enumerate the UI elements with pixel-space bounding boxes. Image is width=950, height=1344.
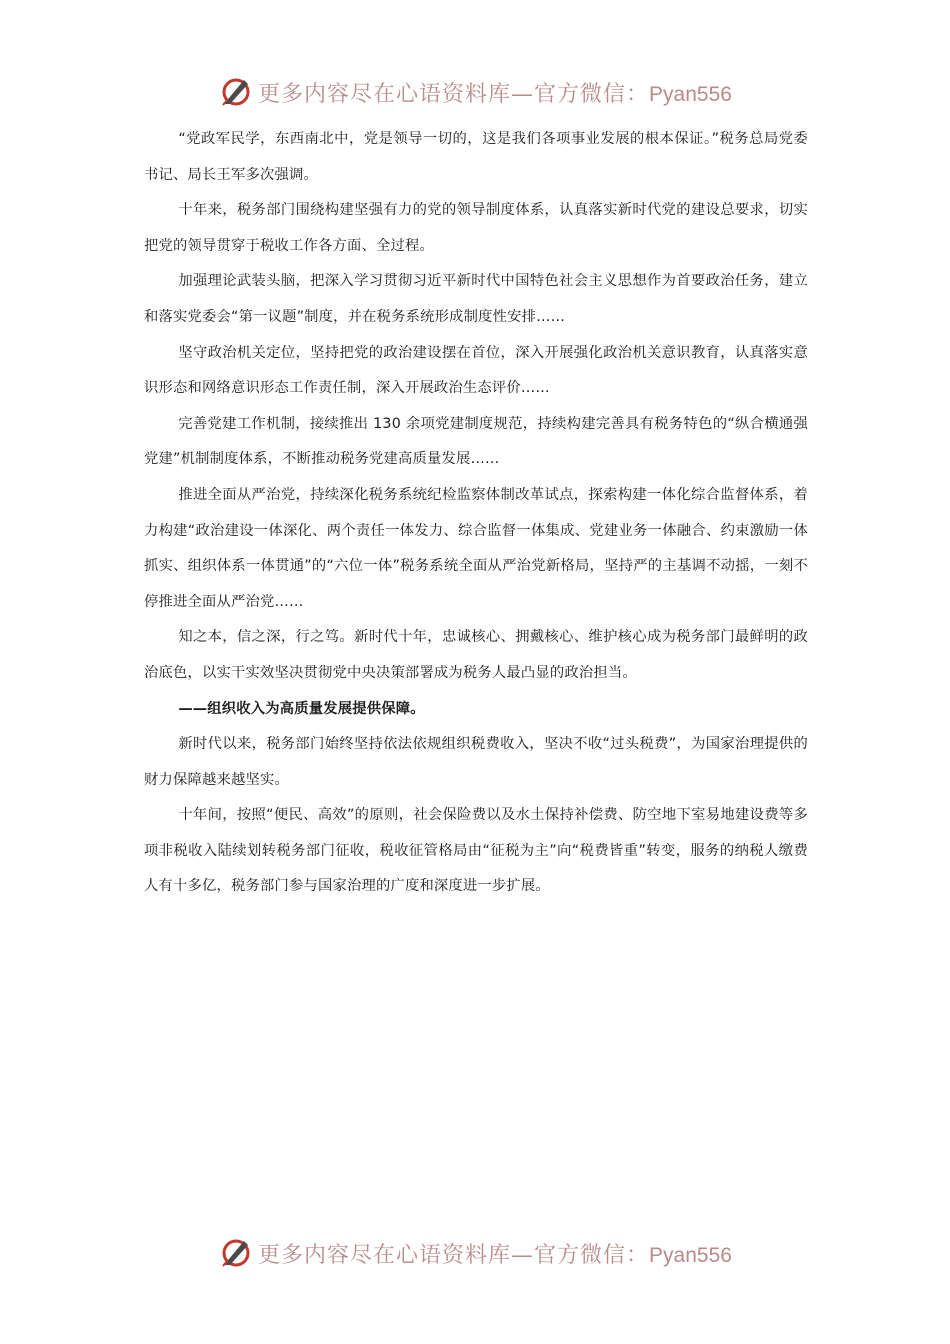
- footer-wechat-id: Pyan556: [649, 1243, 732, 1267]
- paragraph: 完善党建工作机制，接续推出 130 余项党建制度规范，持续构建完善具有税务特色的“纵合横通强党建”机制制度体系，不断推动税务党建高质量发展……: [144, 415, 808, 468]
- paragraph: 推进全面从严治党，持续深化税务系统纪检监察体制改革试点，探索构建一体化综合监督体系，着力构建“政治建设一体深化、两个责任一体发力、综合监督一体集成、党建业务一体融合、约束激励一体抓实、组织体系一体贯通”的“六位一体”税务系统全面从严治党新格局，坚持严的主基调不动摇，一刻不停推进全面从严治党……: [144, 486, 808, 610]
- header-banner-text: [258, 77, 732, 108]
- footer-banner-text: [258, 1238, 732, 1269]
- paragraph: 知之本，信之深，行之笃。新时代十年，忠诚核心、拥戴核心、维护核心成为税务部门最鲜明的政治底色，以实干实效坚决贯彻党中央决策部署成为税务人最凸显的政治担当。: [144, 629, 808, 681]
- footer-banner: [0, 1233, 950, 1273]
- quill-logo-icon: [218, 74, 254, 110]
- paragraph: 十年来，税务部门围绕构建坚强有力的党的领导制度体系，认真落实新时代党的建设总要求，切实把党的领导贯穿于税收工作各方面、全过程。: [144, 202, 808, 254]
- article-body: [144, 122, 808, 905]
- quill-logo-icon: [218, 1235, 254, 1271]
- paragraph: 十年间，按照“便民、高效”的原则，社会保险费以及水土保持补偿费、防空地下室易地建设费等多项非税收入陆续划转税务部门征收，税收征管格局由“征税为主”向“税费皆重”转变，服务的纳税人缴费人有十多亿，税务部门参与国家治理的广度和深度进一步扩展。: [144, 807, 808, 895]
- paragraph: 坚守政治机关定位，坚持把党的政治建设摆在首位，深入开展强化政治机关意识教育，认真落实意识形态和网络意识形态工作责任制，深入开展政治生态评价……: [144, 344, 808, 397]
- footer-banner-label: 更多内容尽在心语资料库—官方微信：: [258, 1242, 650, 1268]
- paragraph: 加强理论武装头脑，把深入学习贯彻习近平新时代中国特色社会主义思想作为首要政治任务，建立和落实党委会“第一议题”制度，并在税务系统形成制度性安排……: [144, 273, 808, 325]
- header-wechat-id: Pyan556: [649, 82, 732, 106]
- header-banner-label: 更多内容尽在心语资料库—官方微信：: [258, 81, 650, 107]
- header-banner: [0, 72, 950, 112]
- paragraph: “党政军民学，东西南北中，党是领导一切的，这是我们各项事业发展的根本保证。”税务总局党委书记、局长王军多次强调。: [144, 131, 808, 183]
- section-heading: ——组织收入为高质量发展提供保障。: [178, 700, 425, 717]
- paragraph: 新时代以来，税务部门始终坚持依法依规组织税费收入，坚决不收“过头税费”，为国家治理提供的财力保障越来越坚实。: [144, 736, 808, 788]
